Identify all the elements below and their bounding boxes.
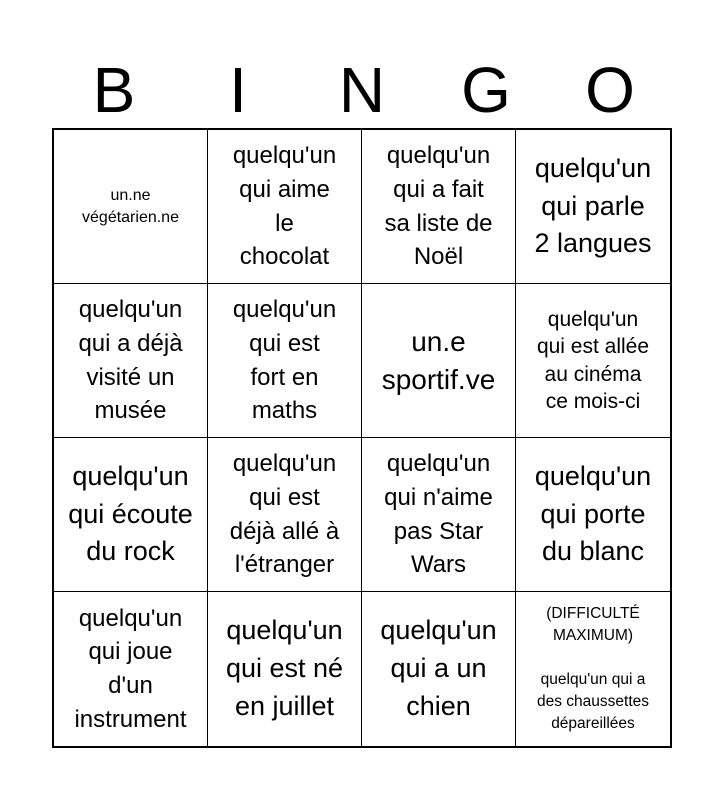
bingo-cell[interactable]	[54, 284, 208, 438]
cell-text: quelqu'un qui est né en juillet	[225, 615, 344, 721]
cell-text: quelqu'un qui parle 2 langues	[534, 152, 652, 259]
bingo-cell[interactable]	[362, 592, 516, 746]
cell-text: un.e sportif.ve	[381, 325, 496, 395]
cell-text: quelqu'un qui a un chien	[380, 615, 497, 721]
bingo-cell[interactable]	[362, 130, 516, 284]
bingo-cell[interactable]	[208, 592, 362, 746]
bingo-cell[interactable]	[208, 284, 362, 438]
bingo-cell[interactable]	[362, 438, 516, 592]
cell-text: quelqu'un qui joue d'un instrument	[74, 604, 187, 733]
bingo-cell[interactable]	[54, 438, 208, 592]
bingo-cell[interactable]	[54, 130, 208, 284]
cell-text: quelqu'un qui a déjà visité un musée	[78, 296, 183, 425]
cell-text: quelqu'un qui est fort en maths	[232, 296, 337, 425]
header-letter-n: N	[338, 54, 386, 126]
bingo-cell[interactable]	[54, 592, 208, 746]
header-letter-o: O	[585, 54, 635, 126]
cell-text: quelqu'un qui aime le chocolat	[232, 142, 337, 271]
header-letter-g: G	[461, 54, 511, 126]
cell-text: quelqu'un qui écoute du rock	[68, 460, 193, 567]
cell-text: quelqu'un qui est allée au cinéma ce mois-ci	[536, 307, 650, 413]
cell-text: quelqu'un qui porte du blanc	[534, 460, 652, 567]
cell-text: quelqu'un qui est déjà allé à l'étranger	[229, 450, 340, 579]
bingo-cell[interactable]	[516, 438, 670, 592]
bingo-cell[interactable]	[208, 438, 362, 592]
bingo-header	[52, 52, 672, 128]
cell-text: quelqu'un qui a fait sa liste de Noël	[384, 142, 493, 271]
bingo-cell[interactable]	[516, 284, 670, 438]
bingo-grid	[52, 128, 672, 748]
bingo-cell[interactable]	[362, 284, 516, 438]
cell-text: (DIFFICULTÉ MAXIMUM) quelqu'un qui a des chaussettes dépareillées	[536, 605, 649, 732]
cell-text: quelqu'un qui n'aime pas Star Wars	[384, 450, 493, 579]
cell-text: un.ne végétarien.ne	[82, 186, 179, 226]
header-letter-b: B	[92, 54, 136, 126]
header-letter-i: I	[229, 54, 247, 126]
bingo-cell[interactable]	[208, 130, 362, 284]
bingo-cell[interactable]	[516, 592, 670, 746]
bingo-cell[interactable]	[516, 130, 670, 284]
